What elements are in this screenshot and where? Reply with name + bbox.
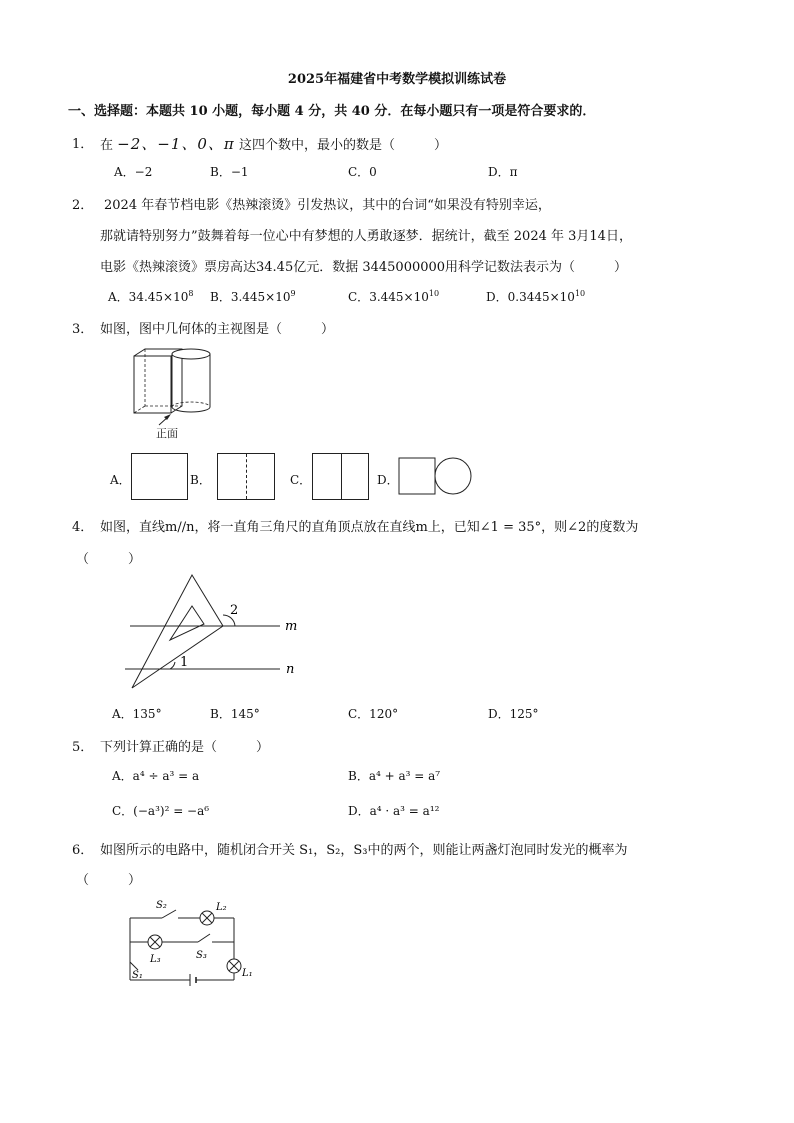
option-d[interactable]: D．π [488,165,518,179]
question-number: 5． [72,740,94,755]
question-number: 3． [72,322,94,337]
option-a[interactable]: A．−2 [114,165,153,179]
option-c-label[interactable]: C． [290,473,312,487]
triangle-ruler-diagram [120,570,310,692]
question-text-line-2: 那就请特别努力”鼓舞着每一位心中有梦想的人勇敢逐梦．据统计，截至 2024 年 3月14日， [100,229,632,244]
option-b-figure[interactable] [217,453,275,500]
s3-label: S₃ [196,950,207,961]
option-d[interactable]: D．a⁴ · a³ = a¹² [348,804,440,818]
page-title: 2025年福建省中考数学模拟训练试卷 [287,72,507,87]
question-number: 1． [72,137,94,152]
s2-label: S₂ [156,900,167,911]
question-text: 在 −2、−1、0、π 这四个数中，最小的数是（ ） [100,135,447,153]
question-text: 如图，图中几何体的主视图是（ ） [100,322,335,337]
question-text-line-3: 电影《热辣滚烫》票房高达34.45亿元．数据 3445000000用科学记数法表示为（ ） [100,260,628,275]
option-c[interactable]: C．120° [348,707,399,721]
section-heading: 一、选择题：本题共 10 小题，每小题 4 分，共 40 分．在每小题只有一项是符合要求的． [68,104,596,119]
number-list: −2、−1、0、π [117,135,235,153]
option-c[interactable]: C．(−a³)² = −a⁶ [112,804,210,818]
l1-label: L₁ [242,968,253,979]
option-b[interactable]: B．$3.445\times 10^9$ [210,289,296,304]
s1-label: S₁ [132,970,143,981]
line-m-label: m [285,619,298,634]
front-label: 正面 [156,427,178,440]
option-d[interactable]: D．125° [488,707,539,721]
option-d[interactable]: D．$0.3445\times 10^{10}$ [486,289,586,304]
option-a[interactable]: A．$34.45\times 10^8$ [108,289,194,304]
angle-1-label: 1 [180,655,189,670]
option-d-figure[interactable] [398,456,474,496]
option-b[interactable]: B．a⁴ + a³ = a⁷ [348,769,441,783]
angle-2-label: 2 [230,603,239,618]
option-c-figure[interactable] [312,453,369,500]
answer-paren: （ ） [76,552,142,567]
circuit-diagram [116,896,266,988]
question-text: 如图所示的电路中，随机闭合开关 S₁，S₂，S₃中的两个，则能让两盏灯泡同时发光的概率为 [100,843,628,858]
line-n-label: n [286,662,295,677]
option-b[interactable]: B．145° [210,707,260,721]
question-number: 2． [72,198,94,213]
question-text-line-1: 2024 年春节档电影《热辣滚烫》引发热议，其中的台词“如果没有特别幸运， [104,198,551,213]
l2-label: L₂ [216,902,227,913]
question-number: 4． [72,520,94,535]
answer-paren: （ ） [76,873,142,888]
option-b[interactable]: B．−1 [210,165,249,179]
question-text: 如图，直线m//n，将一直角三角尺的直角顶点放在直线m上，已知∠1 = 35°，则∠2的度数为 [100,520,639,535]
option-c[interactable]: C．$3.445\times 10^{10}$ [348,289,440,304]
option-a-figure[interactable] [131,453,188,500]
question-text: 下列计算正确的是（ ） [100,740,270,755]
option-d-label[interactable]: D． [377,473,399,487]
l3-label: L₃ [150,954,161,965]
option-b-label[interactable]: B． [190,473,211,487]
option-a[interactable]: A．135° [112,707,162,721]
option-a[interactable]: A．a⁴ ÷ a³ = a [112,769,200,783]
question-number: 6． [72,843,94,858]
option-a-label[interactable]: A． [110,473,131,487]
option-c[interactable]: C．0 [348,165,377,179]
